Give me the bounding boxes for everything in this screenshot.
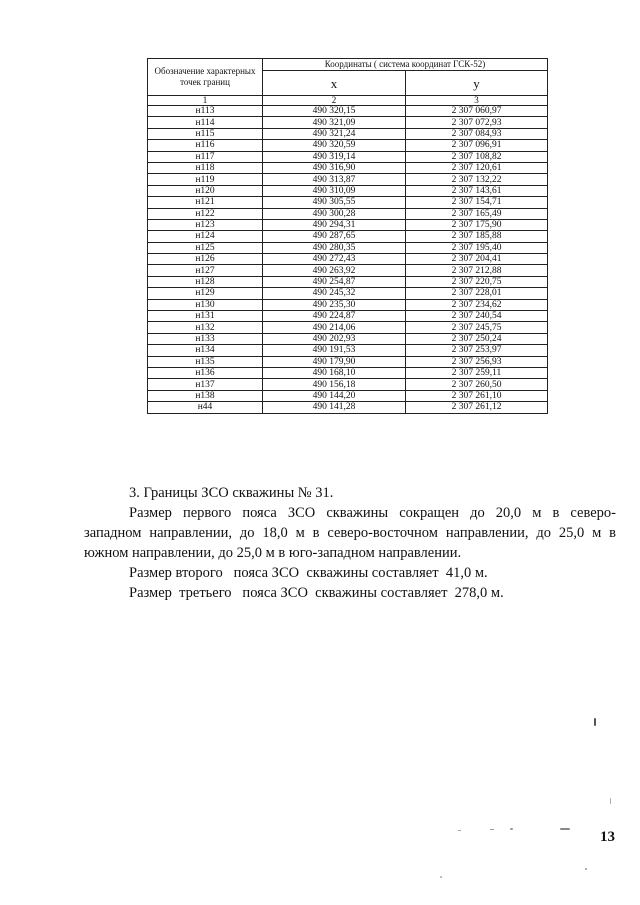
cell-point: н121	[148, 197, 263, 208]
page-number: 13	[600, 829, 615, 845]
table-row	[148, 151, 548, 162]
cell-y: 2 307 132,22	[406, 174, 548, 185]
table-row	[148, 128, 548, 139]
scan-artifact	[490, 829, 494, 830]
cell-point: н131	[148, 311, 263, 322]
table-row	[148, 390, 548, 401]
cell-point: н123	[148, 219, 263, 230]
header-col-number-1: 1	[148, 96, 263, 106]
cell-point: н130	[148, 299, 263, 310]
cell-y: 2 307 195,40	[406, 242, 548, 253]
cell-x: 490 320,59	[263, 140, 406, 151]
cell-x: 490 191,53	[263, 345, 406, 356]
cell-y: 2 307 072,93	[406, 117, 548, 128]
cell-y: 2 307 261,12	[406, 402, 548, 413]
table-row	[148, 140, 548, 151]
cell-point: н134	[148, 345, 263, 356]
cell-point: н113	[148, 106, 263, 117]
table-row	[148, 242, 548, 253]
header-col-number-2: 2	[263, 96, 406, 106]
cell-y: 2 307 253,97	[406, 345, 548, 356]
cell-x: 490 168,10	[263, 367, 406, 378]
cell-x: 490 144,20	[263, 390, 406, 401]
cell-x: 490 310,09	[263, 185, 406, 196]
cell-y: 2 307 259,11	[406, 367, 548, 378]
cell-point: н116	[148, 140, 263, 151]
cell-x: 490 305,55	[263, 197, 406, 208]
cell-x: 490 245,32	[263, 288, 406, 299]
cell-y: 2 307 256,93	[406, 356, 548, 367]
cell-y: 2 307 185,88	[406, 231, 548, 242]
cell-x: 490 263,92	[263, 265, 406, 276]
cell-y: 2 307 240,54	[406, 311, 548, 322]
cell-point: н124	[148, 231, 263, 242]
cell-point: н120	[148, 185, 263, 196]
cell-y: 2 307 228,01	[406, 288, 548, 299]
table-row	[148, 117, 548, 128]
cell-y: 2 307 245,75	[406, 322, 548, 333]
table-row	[148, 379, 548, 390]
cell-y: 2 307 212,88	[406, 265, 548, 276]
scan-artifact	[440, 876, 442, 878]
cell-point: н136	[148, 367, 263, 378]
cell-point: н126	[148, 254, 263, 265]
table-row	[148, 311, 548, 322]
table-row	[148, 106, 548, 117]
cell-y: 2 307 165,49	[406, 208, 548, 219]
table-row	[148, 208, 548, 219]
table-row	[148, 197, 548, 208]
header-x-axis: x	[263, 71, 406, 96]
cell-y: 2 307 260,50	[406, 379, 548, 390]
cell-point: н44	[148, 402, 263, 413]
cell-y: 2 307 220,75	[406, 276, 548, 287]
cell-x: 490 319,14	[263, 151, 406, 162]
scan-artifact	[458, 830, 461, 831]
cell-y: 2 307 204,41	[406, 254, 548, 265]
cell-y: 2 307 154,71	[406, 197, 548, 208]
table-row	[148, 356, 548, 367]
cell-point: н128	[148, 276, 263, 287]
cell-y: 2 307 143,61	[406, 185, 548, 196]
header-col-number-3: 3	[406, 96, 548, 106]
table-row	[148, 276, 548, 287]
cell-x: 490 287,65	[263, 231, 406, 242]
table-row	[148, 265, 548, 276]
cell-y: 2 307 108,82	[406, 151, 548, 162]
paragraph-2: Размер второго пояса ЗСО скважины составляет 41,0 м.	[129, 565, 488, 581]
cell-point: н133	[148, 333, 263, 344]
cell-point: н115	[148, 128, 263, 139]
header-point-label: Обозначение характерных точек границ	[148, 59, 263, 96]
cell-y: 2 307 261,10	[406, 390, 548, 401]
cell-y: 2 307 060,97	[406, 106, 548, 117]
cell-x: 490 235,30	[263, 299, 406, 310]
table-row	[148, 345, 548, 356]
cell-x: 490 294,31	[263, 219, 406, 230]
cell-x: 490 316,90	[263, 162, 406, 173]
cell-x: 490 321,09	[263, 117, 406, 128]
paragraph-3: Размер третьего пояса ЗСО скважины составляет 278,0 м.	[129, 585, 504, 601]
cell-x: 490 320,15	[263, 106, 406, 117]
cell-y: 2 307 120,61	[406, 162, 548, 173]
cell-x: 490 321,24	[263, 128, 406, 139]
cell-point: н118	[148, 162, 263, 173]
cell-y: 2 307 175,90	[406, 219, 548, 230]
paragraph-1-line-3: южном направлении, до 25,0 м в юго-западном направлении.	[84, 545, 462, 561]
cell-y: 2 307 234,62	[406, 299, 548, 310]
cell-point: н129	[148, 288, 263, 299]
cell-x: 490 300,28	[263, 208, 406, 219]
cell-point: н132	[148, 322, 263, 333]
table-row	[148, 254, 548, 265]
table-row	[148, 322, 548, 333]
cell-x: 490 224,87	[263, 311, 406, 322]
scan-artifact	[610, 798, 611, 804]
cell-point: н119	[148, 174, 263, 185]
header-coords-group: Координаты ( система координат ГСК-52)	[263, 59, 548, 71]
cell-point: н135	[148, 356, 263, 367]
scan-artifact	[594, 718, 596, 726]
table-row	[148, 402, 548, 413]
cell-point: н114	[148, 117, 263, 128]
cell-x: 490 254,87	[263, 276, 406, 287]
cell-x: 490 202,93	[263, 333, 406, 344]
cell-point: н137	[148, 379, 263, 390]
cell-y: 2 307 250,24	[406, 333, 548, 344]
paragraph-1-line-2: западном направлении, до 18,0 м в северо-восточном направлении, до 25,0 м в	[84, 525, 616, 541]
cell-x: 490 141,28	[263, 402, 406, 413]
scan-artifact	[585, 868, 587, 870]
table-row	[148, 185, 548, 196]
cell-point: н125	[148, 242, 263, 253]
cell-x: 490 280,35	[263, 242, 406, 253]
table-row	[148, 219, 548, 230]
table-row	[148, 333, 548, 344]
cell-x: 490 179,90	[263, 356, 406, 367]
cell-x: 490 313,87	[263, 174, 406, 185]
table-row	[148, 288, 548, 299]
cell-point: н117	[148, 151, 263, 162]
cell-x: 490 272,43	[263, 254, 406, 265]
scan-artifact	[560, 828, 570, 830]
coordinates-table	[147, 58, 548, 414]
section-heading: 3. Границы ЗСО скважины № 31.	[129, 485, 334, 501]
table-body	[148, 106, 548, 414]
table-row	[148, 367, 548, 378]
cell-y: 2 307 084,93	[406, 128, 548, 139]
scan-artifact	[510, 828, 513, 830]
table-row	[148, 174, 548, 185]
cell-point: н122	[148, 208, 263, 219]
cell-y: 2 307 096,91	[406, 140, 548, 151]
cell-point: н127	[148, 265, 263, 276]
header-y-axis: y	[406, 71, 548, 96]
table-row	[148, 231, 548, 242]
cell-x: 490 156,18	[263, 379, 406, 390]
table-row	[148, 299, 548, 310]
paragraph-1-line-1: Размер первого пояса ЗСО скважины сокращен до 20,0 м в северо-	[129, 505, 616, 521]
table-row	[148, 162, 548, 173]
cell-x: 490 214,06	[263, 322, 406, 333]
cell-point: н138	[148, 390, 263, 401]
